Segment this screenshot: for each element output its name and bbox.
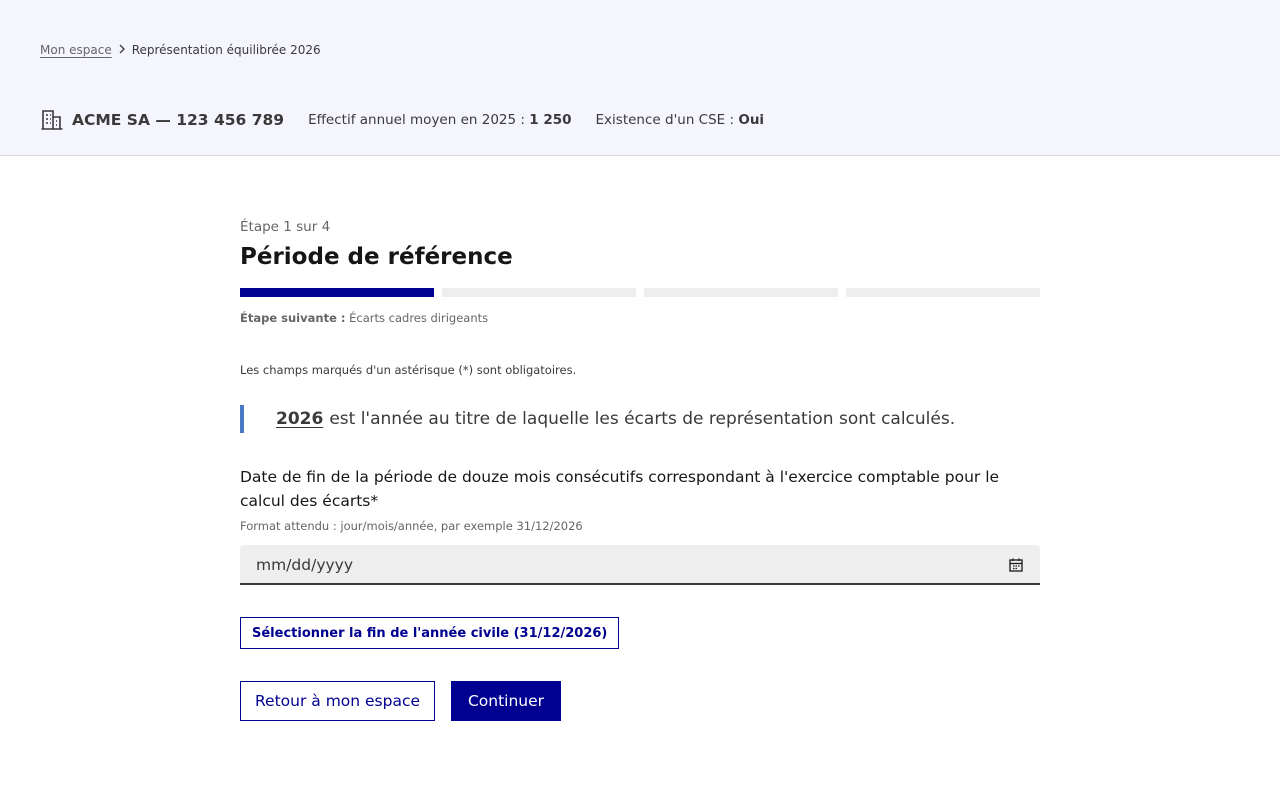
required-mark: * — [370, 492, 379, 510]
company-summary — [40, 107, 788, 133]
stepper-segment-2 — [442, 288, 636, 297]
cse-stat — [596, 112, 765, 128]
headcount-stat — [308, 112, 571, 128]
mandatory-note: Les champs marqués d'un astérisque (*) sont obligatoires. — [240, 363, 577, 377]
back-to-space-button[interactable]: Retour à mon espace — [240, 681, 435, 721]
headcount-label: Effectif annuel moyen en 2025 : — [308, 112, 525, 128]
step-counter: Étape 1 sur 4 — [240, 219, 331, 235]
cse-value: Oui — [738, 112, 765, 128]
stepper-segment-3 — [644, 288, 838, 297]
next-step-value: Écarts cadres dirigeants — [349, 311, 489, 325]
end-date-input[interactable] — [240, 545, 1040, 585]
date-field-label — [240, 465, 1040, 513]
next-step — [240, 311, 488, 325]
company-name: ACME SA — 123 456 789 — [72, 111, 285, 129]
calendar-icon[interactable] — [1008, 557, 1024, 573]
stepper-segment-4 — [846, 288, 1040, 297]
stepper-progress — [240, 288, 1040, 297]
page-title: Période de référence — [240, 244, 513, 270]
callout-year: 2026 — [276, 409, 324, 429]
select-year-end-button[interactable]: Sélectionner la fin de l'année civile (31/12/2026) — [240, 617, 619, 649]
year-callout — [240, 405, 1040, 433]
callout-text: est l'année au titre de laquelle les écarts de représentation sont calculés. — [329, 409, 956, 429]
stepper-segment-1 — [240, 288, 434, 297]
cse-label: Existence d'un CSE : — [595, 112, 735, 128]
building-icon — [40, 108, 64, 132]
breadcrumb — [40, 42, 321, 58]
continue-button[interactable]: Continuer — [451, 681, 561, 721]
date-field-hint: Format attendu : jour/mois/année, par exemple 31/12/2026 — [240, 519, 583, 533]
headcount-value: 1 250 — [529, 112, 572, 128]
next-step-label: Étape suivante : — [240, 311, 346, 325]
date-field-label-text: Date de fin de la période de douze mois consécutifs correspondant à l'exercice comptable pour le calcul des écarts — [240, 468, 1000, 510]
date-input-placeholder: mm/dd/yyyy — [256, 556, 354, 574]
chevron-right-icon — [112, 44, 132, 57]
breadcrumb-current: Représentation équilibrée 2026 — [131, 43, 321, 57]
breadcrumb-home-link[interactable]: Mon espace — [40, 43, 112, 57]
